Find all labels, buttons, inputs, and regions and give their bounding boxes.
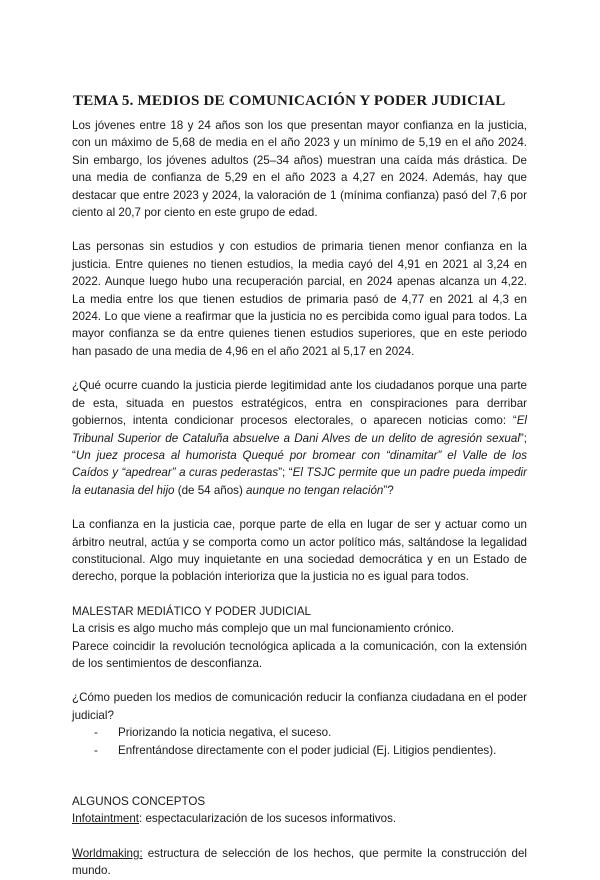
paragraph-education-confidence: Las personas sin estudios y con estudios de primaria tienen menor confianza en la justicia. Entre quienes no tienen estudios, la media cayó del 4,91 en 2021 al 3,24 en 2022. Aunque luego hubo una recuperación parcial, en 2024 apenas alcanza un 4,22. La media entre los que tienen estudios de primaria pasó de 4,77 en 2021 al 4,3 en 2024. Lo que viene a reafirmar que la justicia no es percibida como igual para todos. La mayor confianza se da entre quienes tienen estudios superiores, que en este periodo han pasado de una media de 4,96 en el año 2021 al 5,17 en 2024.: [72, 240, 527, 358]
bullet-list: [72, 724, 527, 759]
age-note: (de 54 años): [174, 483, 247, 497]
list-item: - Enfrentándose directamente con el poder judicial (Ej. Litigios pendientes).: [94, 742, 527, 759]
headline-quote-1: El Tribunal Superior de Cataluña absuelve a Dani Alves de un delito de agresión sexual: [72, 414, 527, 445]
section-heading-conceptos: ALGUNOS CONCEPTOS: [72, 795, 206, 808]
section-line: La crisis es algo mucho más complejo que un mal funcionamiento crónico.: [72, 622, 455, 636]
media-question: ¿Cómo pueden los medios de comunicación reducir la confianza ciudadana en el poder judicial?: [72, 691, 527, 722]
paragraph-youth-confidence: Los jóvenes entre 18 y 24 años son los que presentan mayor confianza en la justicia, con un máximo de 5,68 de media en el año 2023 y un mínimo de 5,19 en el año 2024. Sin embargo, los jóvenes adultos (25–34 años) muestran una caída más drástica. De una media de confianza de 5,29 en el año 2023 a 4,27 en 2024. Además, hay que destacar que entre 2023 y 2024, la valoración de 1 (mínima confianza) pasó del 7,6 por ciento al 20,7 por ciento en este grupo de edad.: [72, 119, 527, 220]
headline-quote-2: Un juez procesa al humorista Quequé por bromear con “dinamitar” el Valle de los Caídos y “apedrear” a curas pederastas: [72, 448, 527, 480]
concept-term: Worldmaking:: [72, 846, 143, 860]
paragraph-confidence-falls: La confianza en la justicia cae, porque parte de ella en lugar de ser y actuar como un árbitro neutral, actúa y se comporta como un actor político más, saltándose la legalidad constitucional. Algo muy inquietante en una sociedad democrática y en un Estado de derecho, porque la población interioriza que la justicia no es igual para todos.: [72, 518, 527, 584]
list-item: - Priorizando la noticia negativa, el suceso.: [94, 724, 527, 741]
question-intro: ¿Qué ocurre cuando la justicia pierde legitimidad ante los ciudadanos porque una parte de esta, situada en puestos estratégicos, entra en conspiraciones para derribar gobiernos, intenta condicionar procesos electorales, o aparecen noticias como: “: [72, 379, 527, 428]
concept-definition: : espectacularización de los sucesos informativos.: [139, 812, 397, 826]
headline-note: aunque no tengan relación: [246, 483, 384, 497]
concept-worldmaking: [72, 845, 527, 880]
section-heading-malestar: MALESTAR MEDIÁTICO Y PODER JUDICIAL: [72, 604, 312, 618]
question-end: ”?: [383, 483, 394, 497]
concept-term: Infotaintment: [72, 812, 140, 826]
quote-separator: ”; “: [278, 466, 293, 480]
headline-quote-3: El TSJC permite que un padre pueda impedir la eutanasia del hijo: [72, 466, 527, 497]
paragraph-legitimacy-question: [72, 377, 527, 499]
concept-definition: estructura de selección de los hechos, que permite la construcción del mundo.: [72, 846, 527, 878]
page-title: TEMA 5. MEDIOS DE COMUNICACIÓN Y PODER JUDICIAL: [73, 93, 506, 109]
quote-separator: ”; “: [72, 431, 527, 462]
section-line: Parece coincidir la revolución tecnológica aplicada a la comunicación, con la extensión de los sentimientos de desconfianza.: [72, 639, 527, 670]
document-body: [72, 117, 527, 880]
concept-infotaintment: [72, 810, 527, 827]
